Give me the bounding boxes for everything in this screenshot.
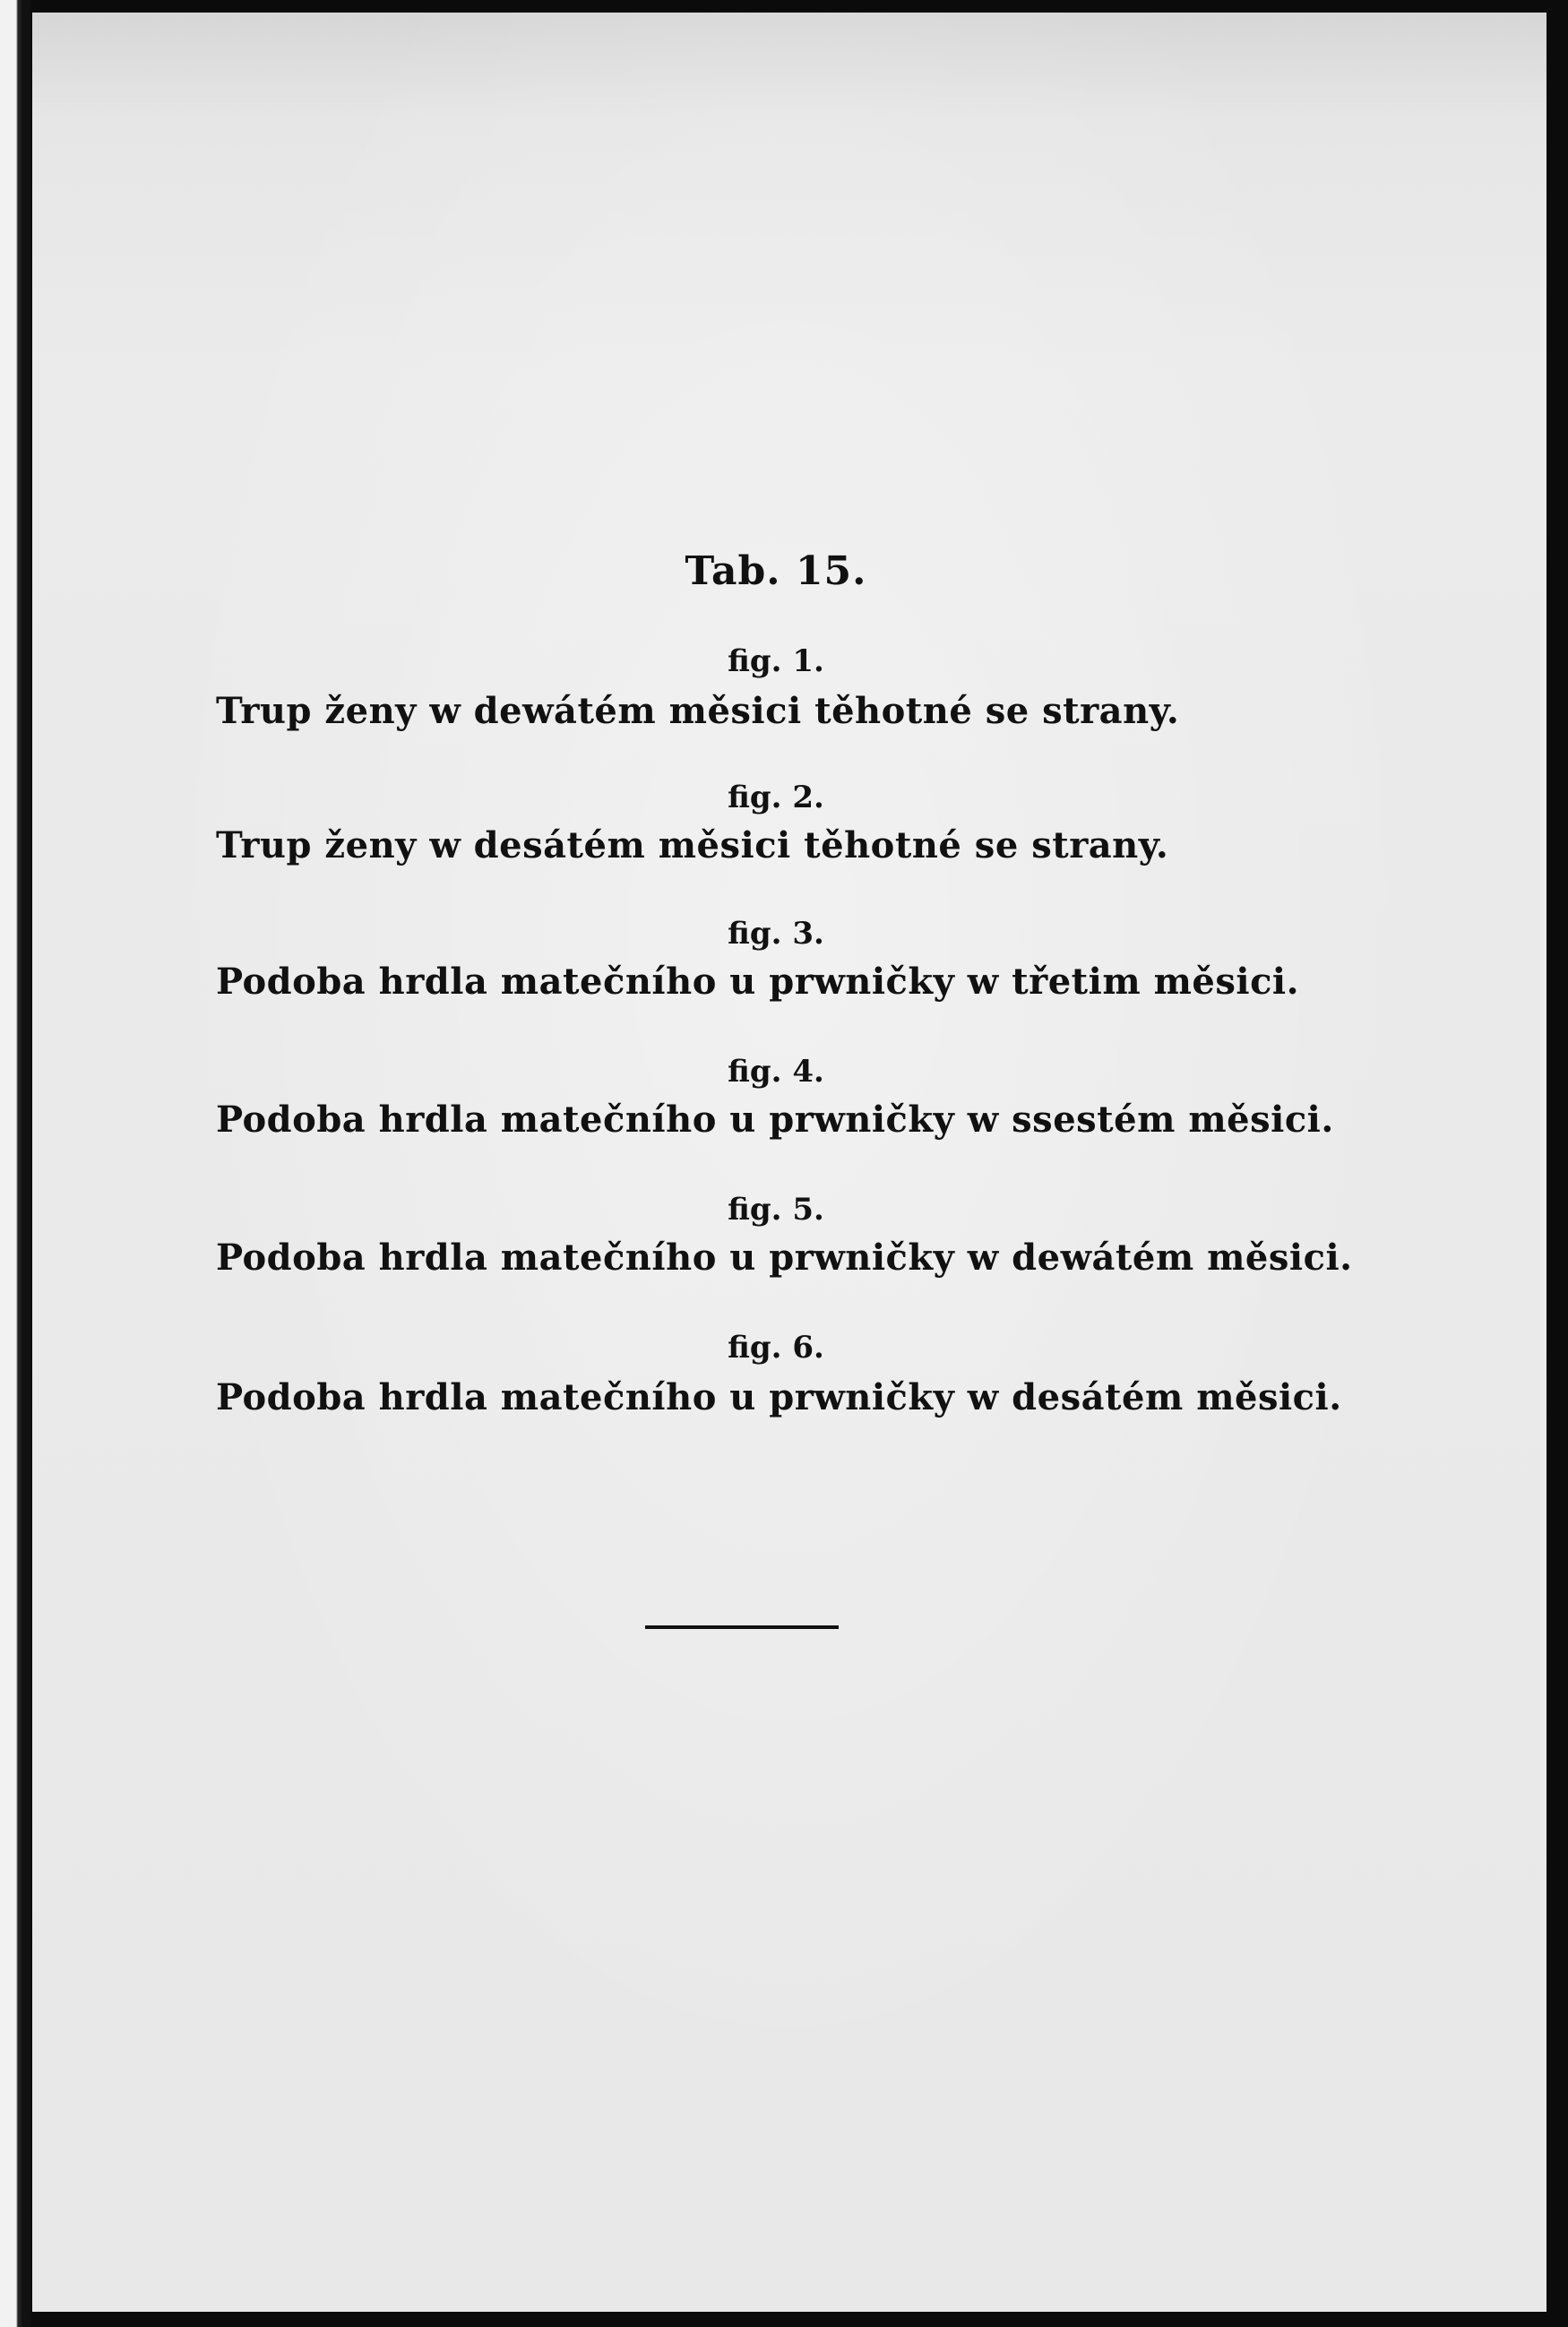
figure-label-3: fig. 3.: [728, 916, 824, 952]
figure-caption-1: Trup ženy w dewátém měsici těhotné se strany.: [216, 690, 1180, 732]
figure-label-2: fig. 2.: [728, 780, 824, 815]
figure-caption-6: Podoba hrdla matečního u prwničky w desátém měsici.: [216, 1376, 1342, 1418]
closing-rule: [645, 1625, 839, 1629]
figure-label-1: fig. 1.: [728, 643, 824, 679]
figure-caption-5: Podoba hrdla matečního u prwničky w dewátém měsici.: [216, 1237, 1353, 1279]
figure-caption-3: Podoba hrdla matečního u prwničky w třetim měsici.: [216, 961, 1300, 1003]
figure-label-5: fig. 5.: [728, 1192, 824, 1228]
document-page: [32, 13, 1546, 2312]
plate-title: Tab. 15.: [685, 548, 867, 594]
figure-caption-4: Podoba hrdla matečního u prwničky w ssestém měsici.: [216, 1099, 1334, 1141]
figure-label-6: fig. 6.: [728, 1330, 824, 1366]
figure-label-4: fig. 4.: [728, 1054, 824, 1090]
figure-caption-2: Trup ženy w desátém měsici těhotné se strany.: [216, 824, 1169, 866]
page-binding-edge: [0, 0, 32, 2327]
